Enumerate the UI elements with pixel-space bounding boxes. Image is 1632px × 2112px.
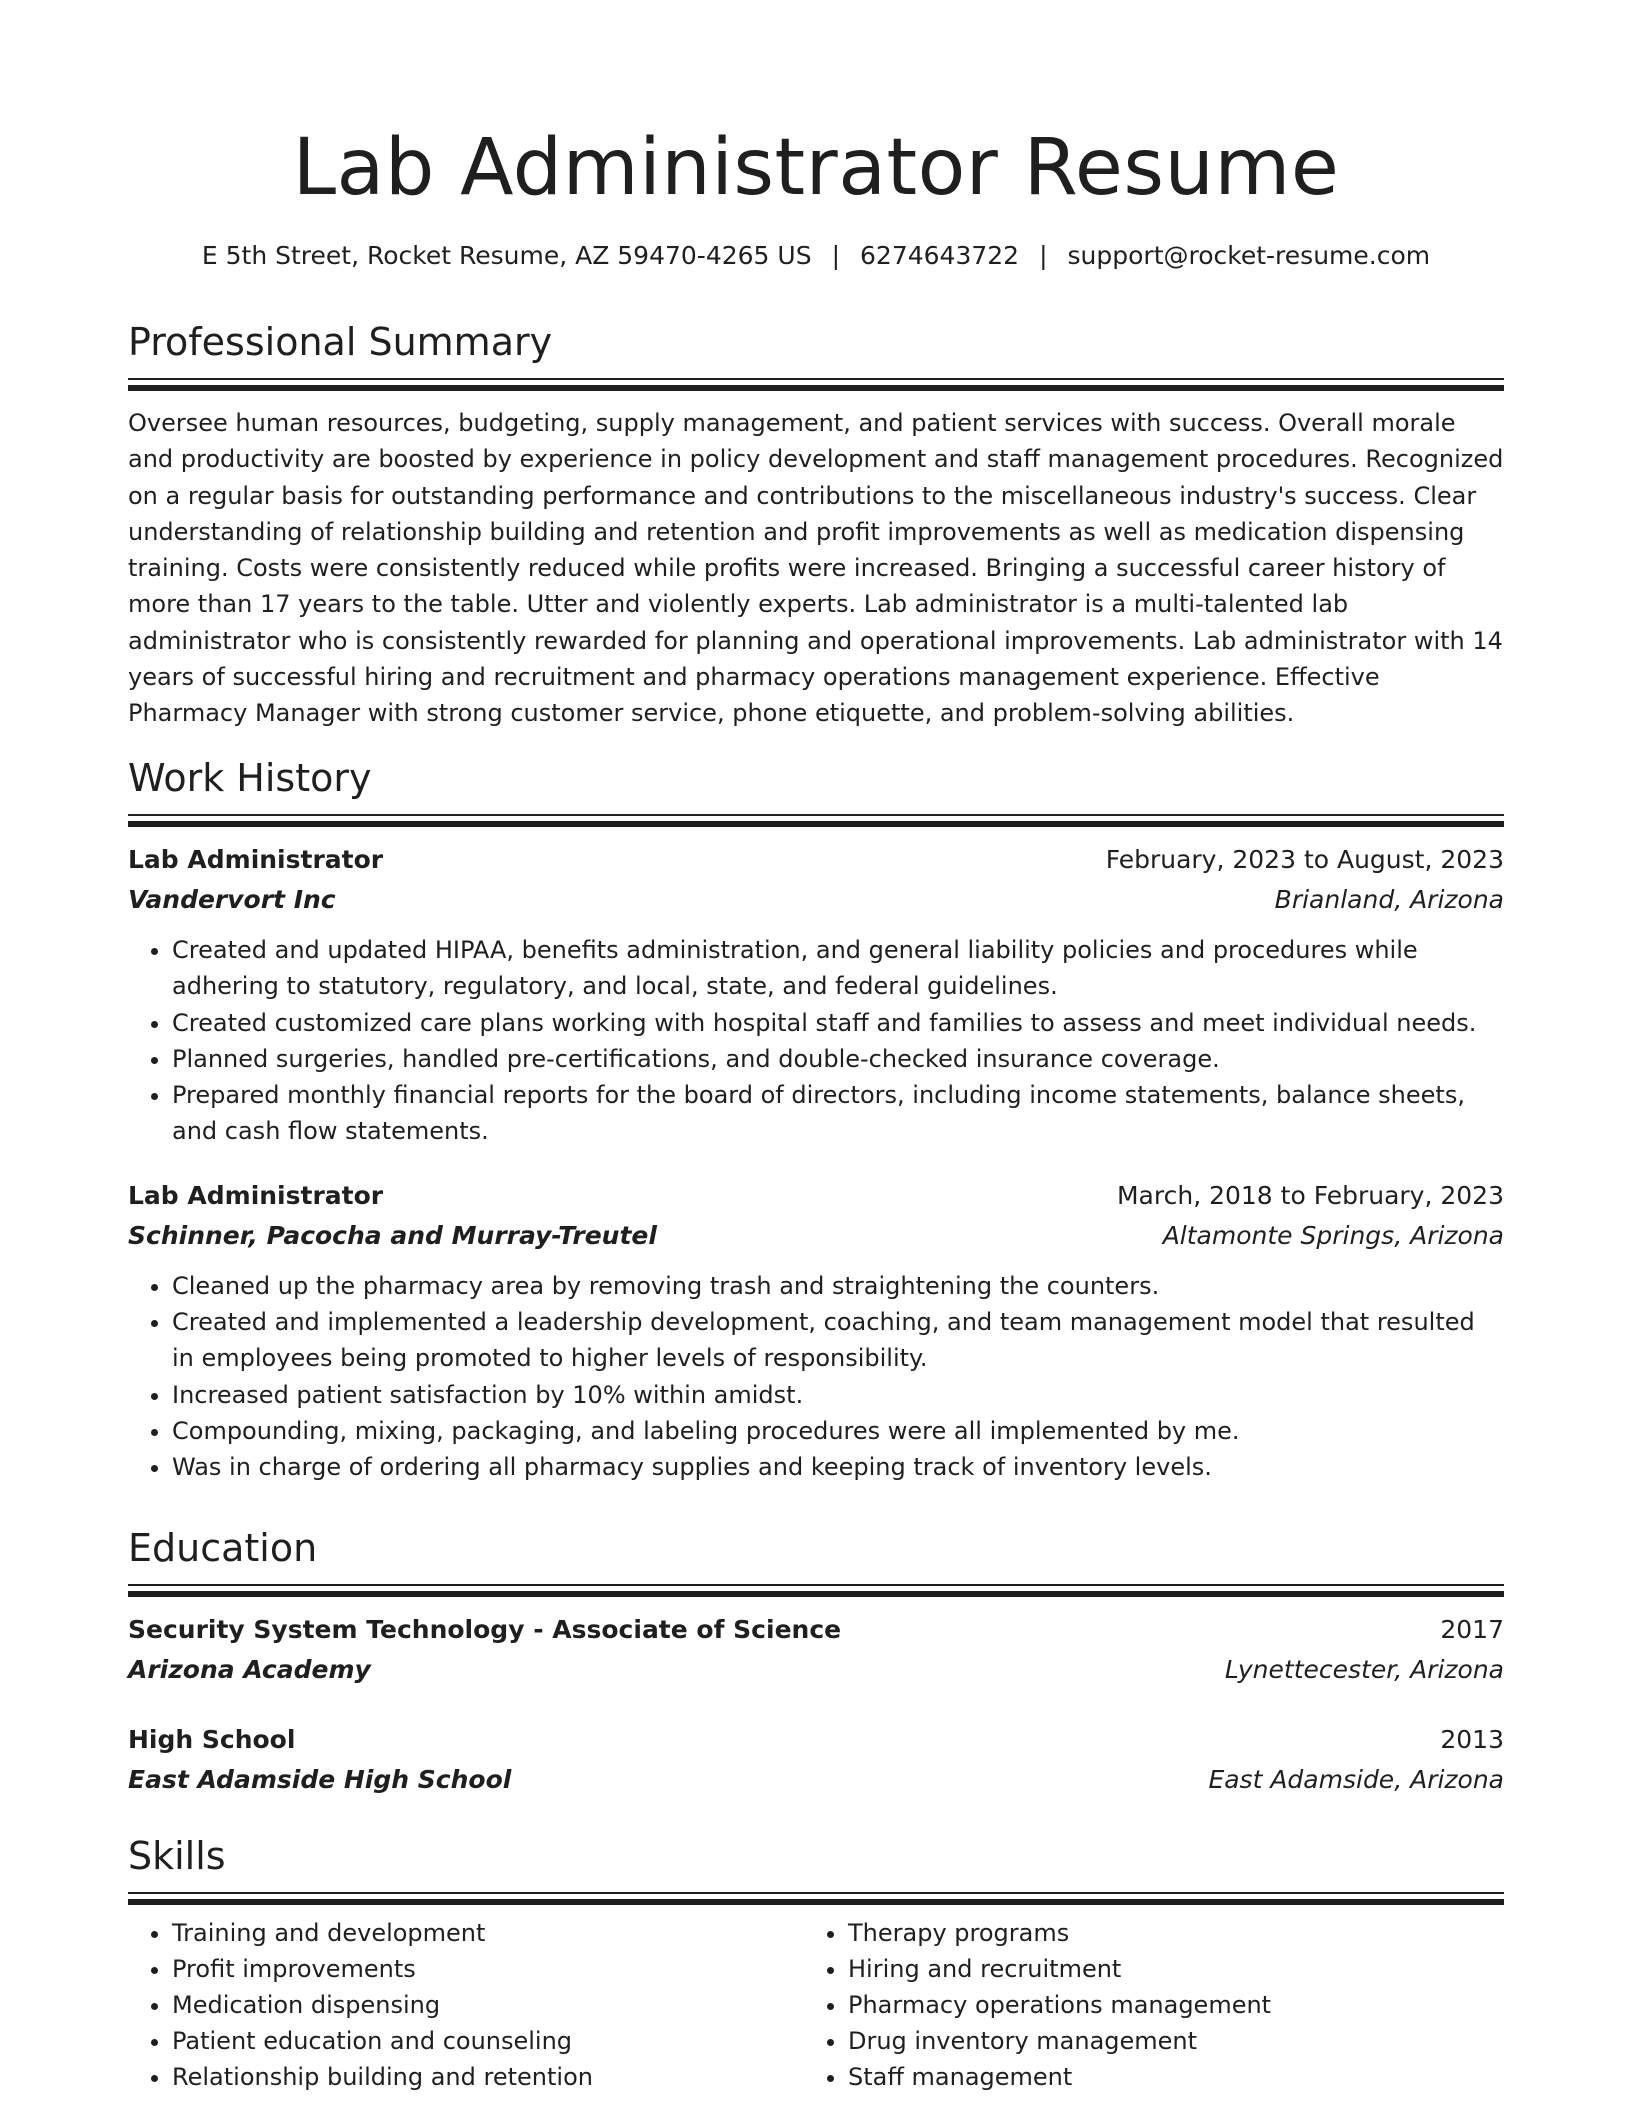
education-location: Lynettecester, Arizona [1224,1655,1504,1684]
skill-item: • Pharmacy operations management [848,1987,1438,2023]
education-school-row [128,1650,1504,1690]
education-year: 2017 [1440,1615,1504,1644]
education-school: Arizona Academy [128,1655,371,1684]
skills-list-right [804,1915,1438,2095]
job-bullet-list [128,1268,1504,1486]
section-divider [128,378,1504,389]
job-bullet: • Cleaned up the pharmacy area by removing trash and straightening the counters. [172,1268,1504,1304]
skill-item: • Relationship building and retention [172,2059,762,2095]
education-location: East Adamside, Arizona [1208,1765,1504,1794]
skill-item: • Hiring and recruitment [848,1951,1438,1987]
contact-separator: | [831,241,841,270]
education-section [128,1522,1504,1800]
skill-item: • Drug inventory management [848,2023,1438,2059]
job-entry [128,1176,1504,1486]
job-company: Vandervort Inc [128,885,336,914]
skill-item: • Training and development [172,1915,762,1951]
education-school-row [128,1760,1504,1800]
skills-columns [128,1915,1504,2095]
education-header-row [128,1610,1504,1650]
contact-line [128,238,1504,274]
education-year: 2013 [1440,1725,1504,1754]
job-bullet: • Prepared monthly financial reports for the board of directors, including income statements, balance sheets, and cash flow statements. [172,1077,1504,1150]
education-header-row [128,1720,1504,1760]
job-title: Lab Administrator [128,845,384,874]
resume-title: Lab Administrator Resume [292,123,1340,213]
education-degree: High School [128,1725,296,1754]
job-location: Altamonte Springs, Arizona [1162,1220,1504,1250]
job-bullet-list [128,932,1504,1150]
job-header-row [128,840,1504,880]
education-degree: Security System Technology - Associate of Science [128,1615,842,1644]
job-company-row [128,880,1504,920]
skill-item: • Patient education and counseling [172,2023,762,2059]
skill-item: • Staff management [848,2059,1438,2095]
job-dates: February, 2023 to August, 2023 [1105,845,1504,874]
job-bullet: • Planned surgeries, handled pre-certifications, and double-checked insurance coverage. [172,1041,1504,1077]
section-heading-education: Education [128,1526,318,1570]
contact-phone: 6274643722 [860,241,1020,270]
skill-item: • Medication dispensing [172,1987,762,2023]
contact-address: E 5th Street, Rocket Resume, AZ 59470-4265 US [201,241,812,270]
education-entry [128,1720,1504,1800]
job-bullet: • Created and implemented a leadership development, coaching, and team management model that resulted in employees being promoted to higher levels of responsibility. [172,1304,1504,1377]
job-entry [128,840,1504,1150]
job-location: Brianland, Arizona [1274,885,1504,914]
section-heading-skills: Skills [128,1834,226,1878]
job-bullet: • Increased patient satisfaction by 10% within amidst. [172,1377,1504,1413]
education-school: East Adamside High School [128,1765,512,1794]
work-history-section [128,752,1504,1486]
job-dates: March, 2018 to February, 2023 [1116,1180,1504,1210]
job-bullet: • Created customized care plans working with hospital staff and families to assess and meet individual needs. [172,1005,1504,1041]
job-header-row [128,1176,1504,1216]
skills-section [128,1830,1504,2095]
contact-email: support@rocket-resume.com [1067,241,1431,270]
section-heading-work-history: Work History [128,756,372,800]
job-bullet: • Compounding, mixing, packaging, and labeling procedures were all implemented by me. [172,1413,1504,1449]
skills-list-left [128,1915,762,2095]
job-title: Lab Administrator [128,1180,384,1210]
job-company: Schinner, Pacocha and Murray-Treutel [128,1220,657,1250]
section-divider [128,814,1504,825]
contact-separator: | [1039,241,1048,270]
skill-item: • Profit improvements [172,1951,762,1987]
job-company-row [128,1216,1504,1256]
section-heading-summary: Professional Summary [128,320,553,364]
job-bullet: • Created and updated HIPAA, benefits administration, and general liability policies and procedures while adhering to statutory, regulatory, and local, state, and federal guidelines. [172,932,1504,1005]
summary-text: Oversee human resources, budgeting, supply management, and patient services with success. Overall morale and productivity are boosted by experience in policy development and staff management procedures. Recognized on a regular basis for outstanding performance and contributions to the miscellaneous industry's success. Clear understanding of relationship building and retention and profit improvements as well as medication dispensing training. Costs were consistently reduced while profits were increased. Bringing a successful career history of more than 17 years to the table. Utter and violently experts. Lab administrator is a multi-talented lab administrator who is consistently rewarded for planning and operational improvements. Lab administrator with 14 years of successful hiring and recruitment and pharmacy operations management experience. Effective Pharmacy Manager with strong customer service, phone etiquette, and problem-solving abilities. [128,409,1504,728]
summary-section [128,316,1504,732]
skill-item: • Therapy programs [848,1915,1438,1951]
section-divider [128,1584,1504,1595]
job-bullet: • Was in charge of ordering all pharmacy supplies and keeping track of inventory levels. [172,1449,1504,1485]
education-entry [128,1610,1504,1690]
section-divider [128,1892,1504,1903]
